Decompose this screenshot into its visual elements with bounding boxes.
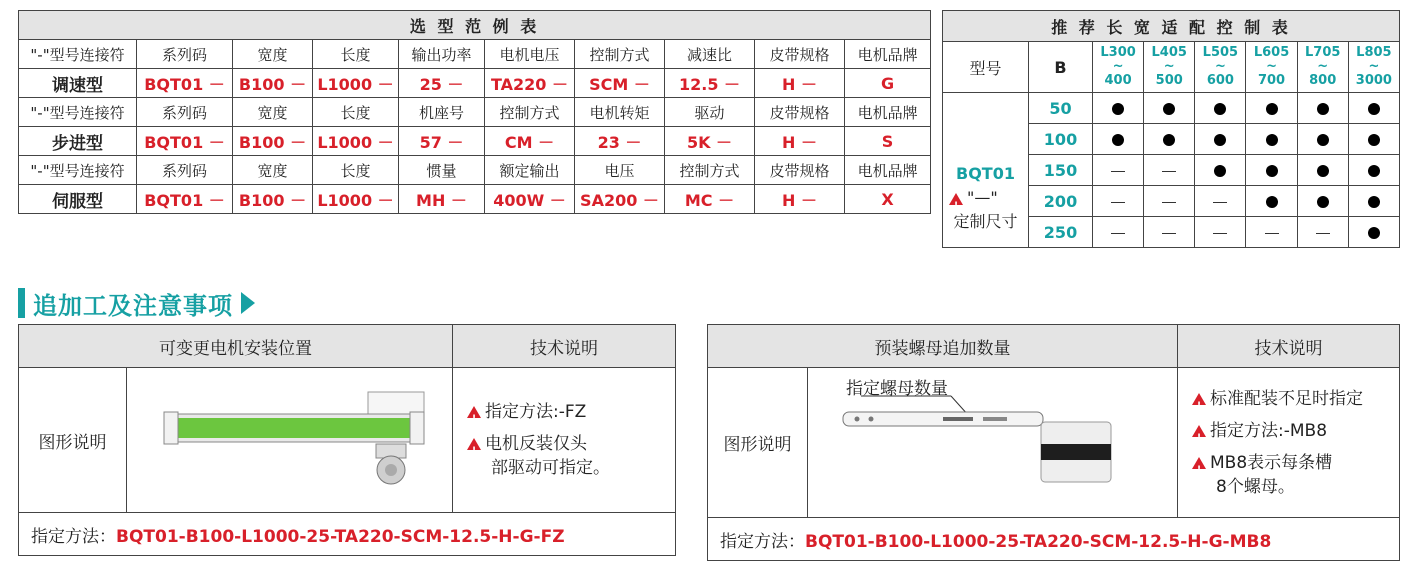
available-cell: [1144, 93, 1195, 124]
dot-icon: [1368, 134, 1380, 146]
dot-icon: [1112, 103, 1124, 115]
custom-cell: [1093, 217, 1144, 248]
range-top: L805: [1356, 45, 1392, 60]
column-header: 长度: [313, 40, 399, 69]
custom-cell: [1297, 217, 1348, 248]
column-header: 电压: [575, 156, 665, 185]
model-code-part: MH －: [399, 185, 485, 214]
custom-mark: "—": [967, 188, 998, 207]
dot-icon: [1266, 196, 1278, 208]
footer-code: BQT01-B100-L1000-25-TA220-SCM-12.5-H-G-MB8: [805, 531, 1272, 552]
length-range-header: [1246, 42, 1297, 93]
panel-right-header: 预装螺母追加数量: [708, 325, 1178, 368]
dot-icon: [1368, 103, 1380, 115]
width-value: 50: [1029, 93, 1093, 124]
dot-icon: [1266, 134, 1278, 146]
range-top: L300: [1100, 45, 1136, 60]
available-cell: [1195, 155, 1246, 186]
custom-cell: [1093, 155, 1144, 186]
panel-left-row-label: 图形说明: [19, 368, 127, 513]
available-cell: [1144, 124, 1195, 155]
dot-icon: [1368, 227, 1380, 239]
recommend-table: [942, 10, 1400, 248]
model-code-part: 23 －: [575, 127, 665, 156]
dot-icon: [1163, 103, 1175, 115]
column-header: "-"型号连接符: [19, 98, 137, 127]
dash-icon: [1111, 202, 1125, 203]
col-b-header: B: [1029, 42, 1093, 93]
selection-table-title: 选 型 范 例 表: [19, 11, 931, 40]
model-code-part: H －: [755, 69, 845, 98]
available-cell: [1246, 124, 1297, 155]
note-item: 电机反装仅头: [485, 434, 587, 454]
panel-left-notes: [453, 368, 676, 513]
model-code-part: S: [845, 127, 931, 156]
warning-icon: [1192, 457, 1206, 469]
range-mid: ~: [1112, 59, 1124, 74]
range-top: L505: [1202, 45, 1239, 60]
available-cell: [1093, 124, 1144, 155]
width-value: 200: [1029, 186, 1093, 217]
note-item: 8个螺母。: [1216, 476, 1295, 497]
column-header: 电机品牌: [845, 40, 931, 69]
length-range-header: [1144, 42, 1195, 93]
range-mid: ~: [1214, 59, 1226, 74]
range-mid: ~: [1368, 59, 1380, 74]
dot-icon: [1317, 165, 1329, 177]
footer-code: BQT01-B100-L1000-25-TA220-SCM-12.5-H-G-FZ: [116, 526, 565, 547]
available-cell: [1246, 186, 1297, 217]
warning-icon: [467, 406, 481, 418]
column-header: 输出功率: [399, 40, 485, 69]
column-header: 电机电压: [485, 40, 575, 69]
column-header: 皮带规格: [755, 40, 845, 69]
custom-label: 定制尺寸: [953, 212, 1018, 231]
note-item: 指定方法:-MB8: [1210, 420, 1328, 441]
panel-right-row-label: 图形说明: [708, 368, 808, 518]
warning-icon: [1192, 393, 1206, 405]
model-code-part: CM －: [485, 127, 575, 156]
conveyor-figure: [127, 368, 453, 513]
dot-icon: [1214, 134, 1226, 146]
column-header: "-"型号连接符: [19, 40, 137, 69]
range-top: L405: [1151, 45, 1187, 60]
note-item: MB8表示每条槽: [1210, 452, 1333, 473]
width-value: 250: [1029, 217, 1093, 248]
type-label: 调速型: [19, 69, 137, 98]
col-model-header: 型号: [943, 42, 1029, 93]
column-header: 宽度: [233, 40, 313, 69]
column-header: 控制方式: [575, 40, 665, 69]
dot-icon: [1266, 103, 1278, 115]
custom-cell: [1144, 217, 1195, 248]
title-bar-icon: [18, 288, 25, 318]
column-header: 系列码: [137, 156, 233, 185]
model-code-part: H －: [755, 127, 845, 156]
width-value: 150: [1029, 155, 1093, 186]
custom-cell: [1195, 186, 1246, 217]
model-code-part: TA220 －: [485, 69, 575, 98]
column-header: 皮带规格: [755, 156, 845, 185]
range-bot: 600: [1206, 73, 1234, 88]
custom-cell: [1195, 217, 1246, 248]
model-code-part: 5K －: [665, 127, 755, 156]
custom-cell: [1093, 186, 1144, 217]
footer-label: 指定方法：: [720, 531, 805, 552]
model-code-part: L1000 －: [313, 127, 399, 156]
panel-motor-position: [18, 324, 676, 556]
warning-icon: [467, 438, 481, 450]
column-header: 系列码: [137, 40, 233, 69]
section-title: [18, 286, 255, 320]
model-code-part: MC －: [665, 185, 755, 214]
dot-icon: [1317, 196, 1329, 208]
available-cell: [1195, 93, 1246, 124]
note-item: 标准配装不足时指定: [1210, 388, 1363, 409]
custom-cell: [1246, 217, 1297, 248]
note-item: 部驱动可指定。: [491, 458, 610, 478]
range-mid: ~: [1163, 59, 1175, 74]
available-cell: [1348, 93, 1399, 124]
range-mid: ~: [1266, 59, 1277, 74]
length-range-header: [1093, 42, 1144, 93]
available-cell: [1348, 124, 1399, 155]
range-bot: 500: [1155, 73, 1183, 88]
range-mid: ~: [1317, 59, 1329, 74]
range-bot: 400: [1104, 73, 1132, 88]
model-code-part: B100 －: [233, 69, 313, 98]
custom-cell: [1144, 186, 1195, 217]
dot-icon: [1112, 134, 1124, 146]
column-header: 电机品牌: [845, 98, 931, 127]
play-arrow-icon: [241, 292, 255, 314]
range-top: L605: [1253, 45, 1290, 60]
warning-icon: [1192, 425, 1206, 437]
dash-icon: [1162, 233, 1176, 234]
panel-left-tech-header: 技术说明: [453, 325, 676, 368]
model-code-part: BQT01 －: [137, 69, 233, 98]
dash-icon: [1111, 233, 1125, 234]
figure-label: 指定螺母数量: [846, 379, 948, 399]
column-header: 电机品牌: [845, 156, 931, 185]
dot-icon: [1163, 134, 1175, 146]
model-code-part: BQT01 －: [137, 185, 233, 214]
column-header: "-"型号连接符: [19, 156, 137, 185]
dash-icon: [1265, 233, 1279, 234]
panel-right-notes: [1178, 368, 1400, 518]
panel-right-footer: [708, 518, 1400, 561]
available-cell: [1348, 217, 1399, 248]
column-header: 系列码: [137, 98, 233, 127]
column-header: 电机转矩: [575, 98, 665, 127]
column-header: 减速比: [665, 40, 755, 69]
model-code-part: B100 －: [233, 127, 313, 156]
dot-icon: [1214, 103, 1226, 115]
column-header: 宽度: [233, 156, 313, 185]
model-name: BQT01: [956, 164, 1015, 183]
model-code-part: L1000 －: [313, 69, 399, 98]
dash-icon: [1213, 233, 1227, 234]
dot-icon: [1317, 134, 1329, 146]
selection-table: [18, 10, 931, 214]
available-cell: [1348, 186, 1399, 217]
dot-icon: [1214, 165, 1226, 177]
column-header: 宽度: [233, 98, 313, 127]
model-code-part: 57 －: [399, 127, 485, 156]
model-code-part: 400W －: [485, 185, 575, 214]
dot-icon: [1368, 196, 1380, 208]
dot-icon: [1317, 103, 1329, 115]
range-bot: 3000: [1355, 73, 1392, 88]
width-value: 100: [1029, 124, 1093, 155]
column-header: 惯量: [399, 156, 485, 185]
type-label: 步进型: [19, 127, 137, 156]
available-cell: [1297, 186, 1348, 217]
section-title-text: 追加工及注意事项: [33, 291, 233, 320]
panel-nut-quantity: [707, 324, 1400, 561]
panel-left-footer: [19, 513, 676, 556]
available-cell: [1195, 124, 1246, 155]
dash-icon: [1162, 202, 1176, 203]
model-code-part: SA200 －: [575, 185, 665, 214]
column-header: 机座号: [399, 98, 485, 127]
column-header: 额定输出: [485, 156, 575, 185]
model-code-part: G: [845, 69, 931, 98]
nut-figure: [808, 368, 1178, 518]
panel-right-tech-header: 技术说明: [1178, 325, 1400, 368]
column-header: 长度: [313, 98, 399, 127]
available-cell: [1297, 124, 1348, 155]
panel-left-header: 可变更电机安装位置: [19, 325, 453, 368]
available-cell: [1348, 155, 1399, 186]
available-cell: [1093, 93, 1144, 124]
footer-label: 指定方法：: [31, 526, 116, 547]
column-header: 驱动: [665, 98, 755, 127]
model-code-part: L1000 －: [313, 185, 399, 214]
available-cell: [1246, 155, 1297, 186]
warning-icon: [949, 193, 963, 205]
dash-icon: [1162, 171, 1176, 172]
range-bot: 700: [1257, 73, 1286, 88]
dot-icon: [1266, 165, 1278, 177]
dash-icon: [1316, 233, 1330, 234]
note-item: 指定方法:-FZ: [485, 402, 587, 422]
recommend-table-title: 推 荐 长 宽 适 配 控 制 表: [943, 11, 1400, 42]
custom-cell: [1144, 155, 1195, 186]
type-label: 伺服型: [19, 185, 137, 214]
column-header: 皮带规格: [755, 98, 845, 127]
model-code-part: 12.5 －: [665, 69, 755, 98]
model-code-part: B100 －: [233, 185, 313, 214]
model-code-part: BQT01 －: [137, 127, 233, 156]
length-range-header: [1348, 42, 1399, 93]
range-top: L705: [1304, 45, 1341, 60]
column-header: 控制方式: [485, 98, 575, 127]
available-cell: [1297, 155, 1348, 186]
dot-icon: [1368, 165, 1380, 177]
available-cell: [1297, 93, 1348, 124]
dash-icon: [1213, 202, 1227, 203]
column-header: 长度: [313, 156, 399, 185]
conveyor-motor-image: [140, 378, 440, 498]
column-header: 控制方式: [665, 156, 755, 185]
available-cell: [1246, 93, 1297, 124]
model-code-part: X: [845, 185, 931, 214]
model-cell: [943, 93, 1029, 248]
dash-icon: [1111, 171, 1125, 172]
model-code-part: 25 －: [399, 69, 485, 98]
length-range-header: [1195, 42, 1246, 93]
model-code-part: H －: [755, 185, 845, 214]
model-code-part: SCM －: [575, 69, 665, 98]
length-range-header: [1297, 42, 1348, 93]
range-bot: 800: [1309, 73, 1337, 88]
